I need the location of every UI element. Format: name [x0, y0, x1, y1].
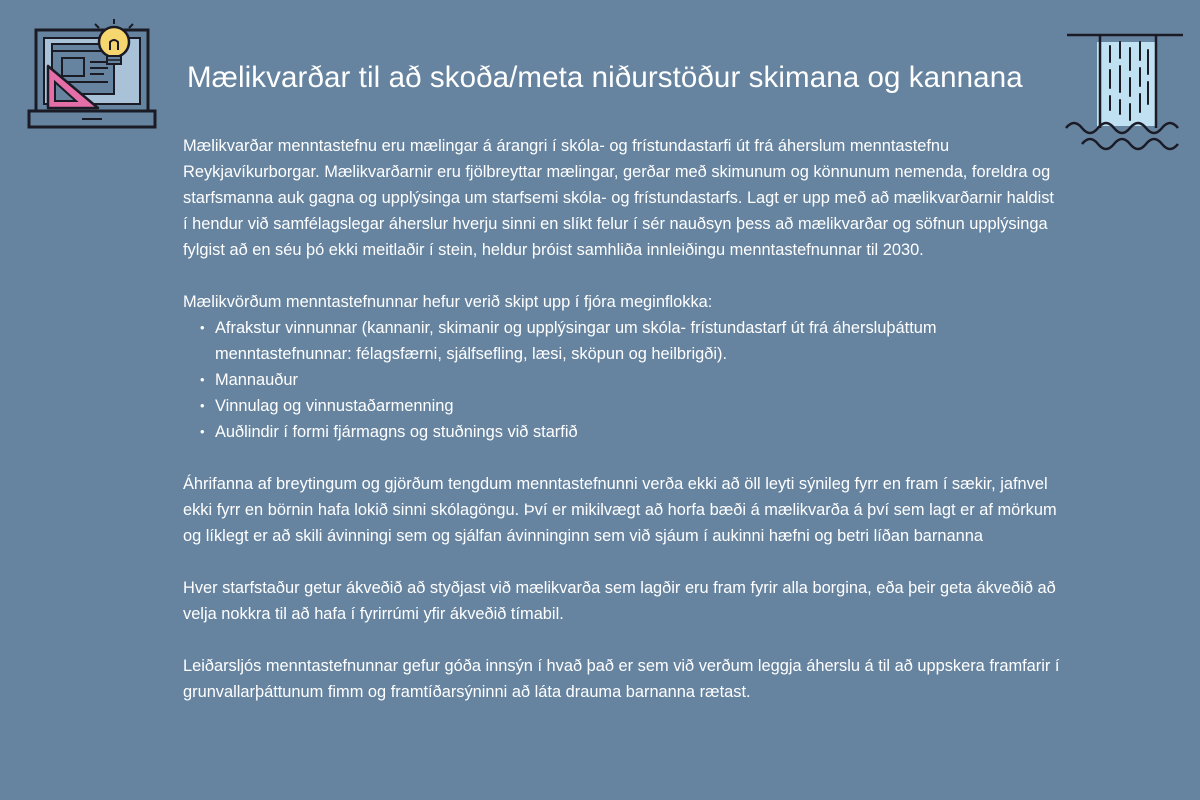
guidelines-paragraph: Leiðarsljós menntastefnunnar gefur góða innsýn í hvað það er sem við verðum leggja áherslu á til að uppskera framfarir í grunvallarþáttunum fimm og framtíðarsýninni að láta drauma barnanna rætast.	[183, 657, 1060, 701]
intro-paragraph: Mælikvarðar menntastefnu eru mælingar á árangri í skóla- og frístundastarfi út frá áherslum menntastefnu Reykjavíkurborgar. Mælikvarðarnir eru fjölbreyttar mælingar, gerðar með skimunum og könnunum nemenda, foreldra og starfsmanna auk gagna og upplýsinga um starfsemi skóla- og frístundastarfs. Lagt er upp með að mælikvarðarnir haldist í hendur við samfélagslegar áherslur hverju sinni en slíkt felur í sér nauðsyn þess að mælikvarðar og söfnun upplýsinga fylgist að en séu þó ekki meitlaðir í stein, heldur þróist samhliða innleiðingu menntastefnunnar til 2030.	[183, 137, 1054, 259]
page-title: Mælikvarðar til að skoða/meta niðurstöður skimana og kannana	[187, 61, 1023, 94]
list-item: • Afrakstur vinnunnar (kannanir, skimanir og upplýsingar um skóla- frístundastarf út frá áhersluþáttum menntastefnunnar: félagsfærni, sjálfsefling, læsi, sköpun og heilbrigði).	[215, 315, 1063, 367]
categories-intro: Mælikvörðum menntastefnunnar hefur verið skipt upp í fjóra meginflokka:	[183, 293, 713, 311]
laptop-lightbulb-illustration	[24, 18, 164, 134]
list-item: • Mannauður	[215, 367, 1063, 393]
waterfall-icon	[1066, 35, 1183, 149]
workplaces-paragraph: Hver starfstaður getur ákveðið að styðjast við mælikvarða sem lagðir eru fram fyrir alla borgina, eða þeir geta ákveðið að velja nokkra til að hafa í fyrirrúmi yfir ákveðið tímabil.	[183, 579, 1056, 623]
categories-list	[183, 315, 1063, 445]
effects-paragraph: Áhrifanna af breytingum og gjörðum tengdum menntastefnunni verða ekki að öll leyti sýnileg fyrr en fram í sækir, jafnvel ekki fyrr en börnin hafa lokið sinni skólagöngu. Því er mikilvægt að horfa bæði á mælikvarða á því sem lagt er af mörkum og líklegt er að skili ávinningi sem og sjálfan ávinninginn sem við sjáum í aukinni hæfni og betri líðan barnanna	[183, 475, 1057, 545]
main-content	[183, 133, 1063, 731]
list-item: • Vinnulag og vinnustaðarmenning	[215, 393, 1063, 419]
list-item: • Auðlindir í formi fjármagns og stuðnings við starfið	[215, 419, 1063, 445]
waterfall-illustration	[1062, 30, 1188, 154]
